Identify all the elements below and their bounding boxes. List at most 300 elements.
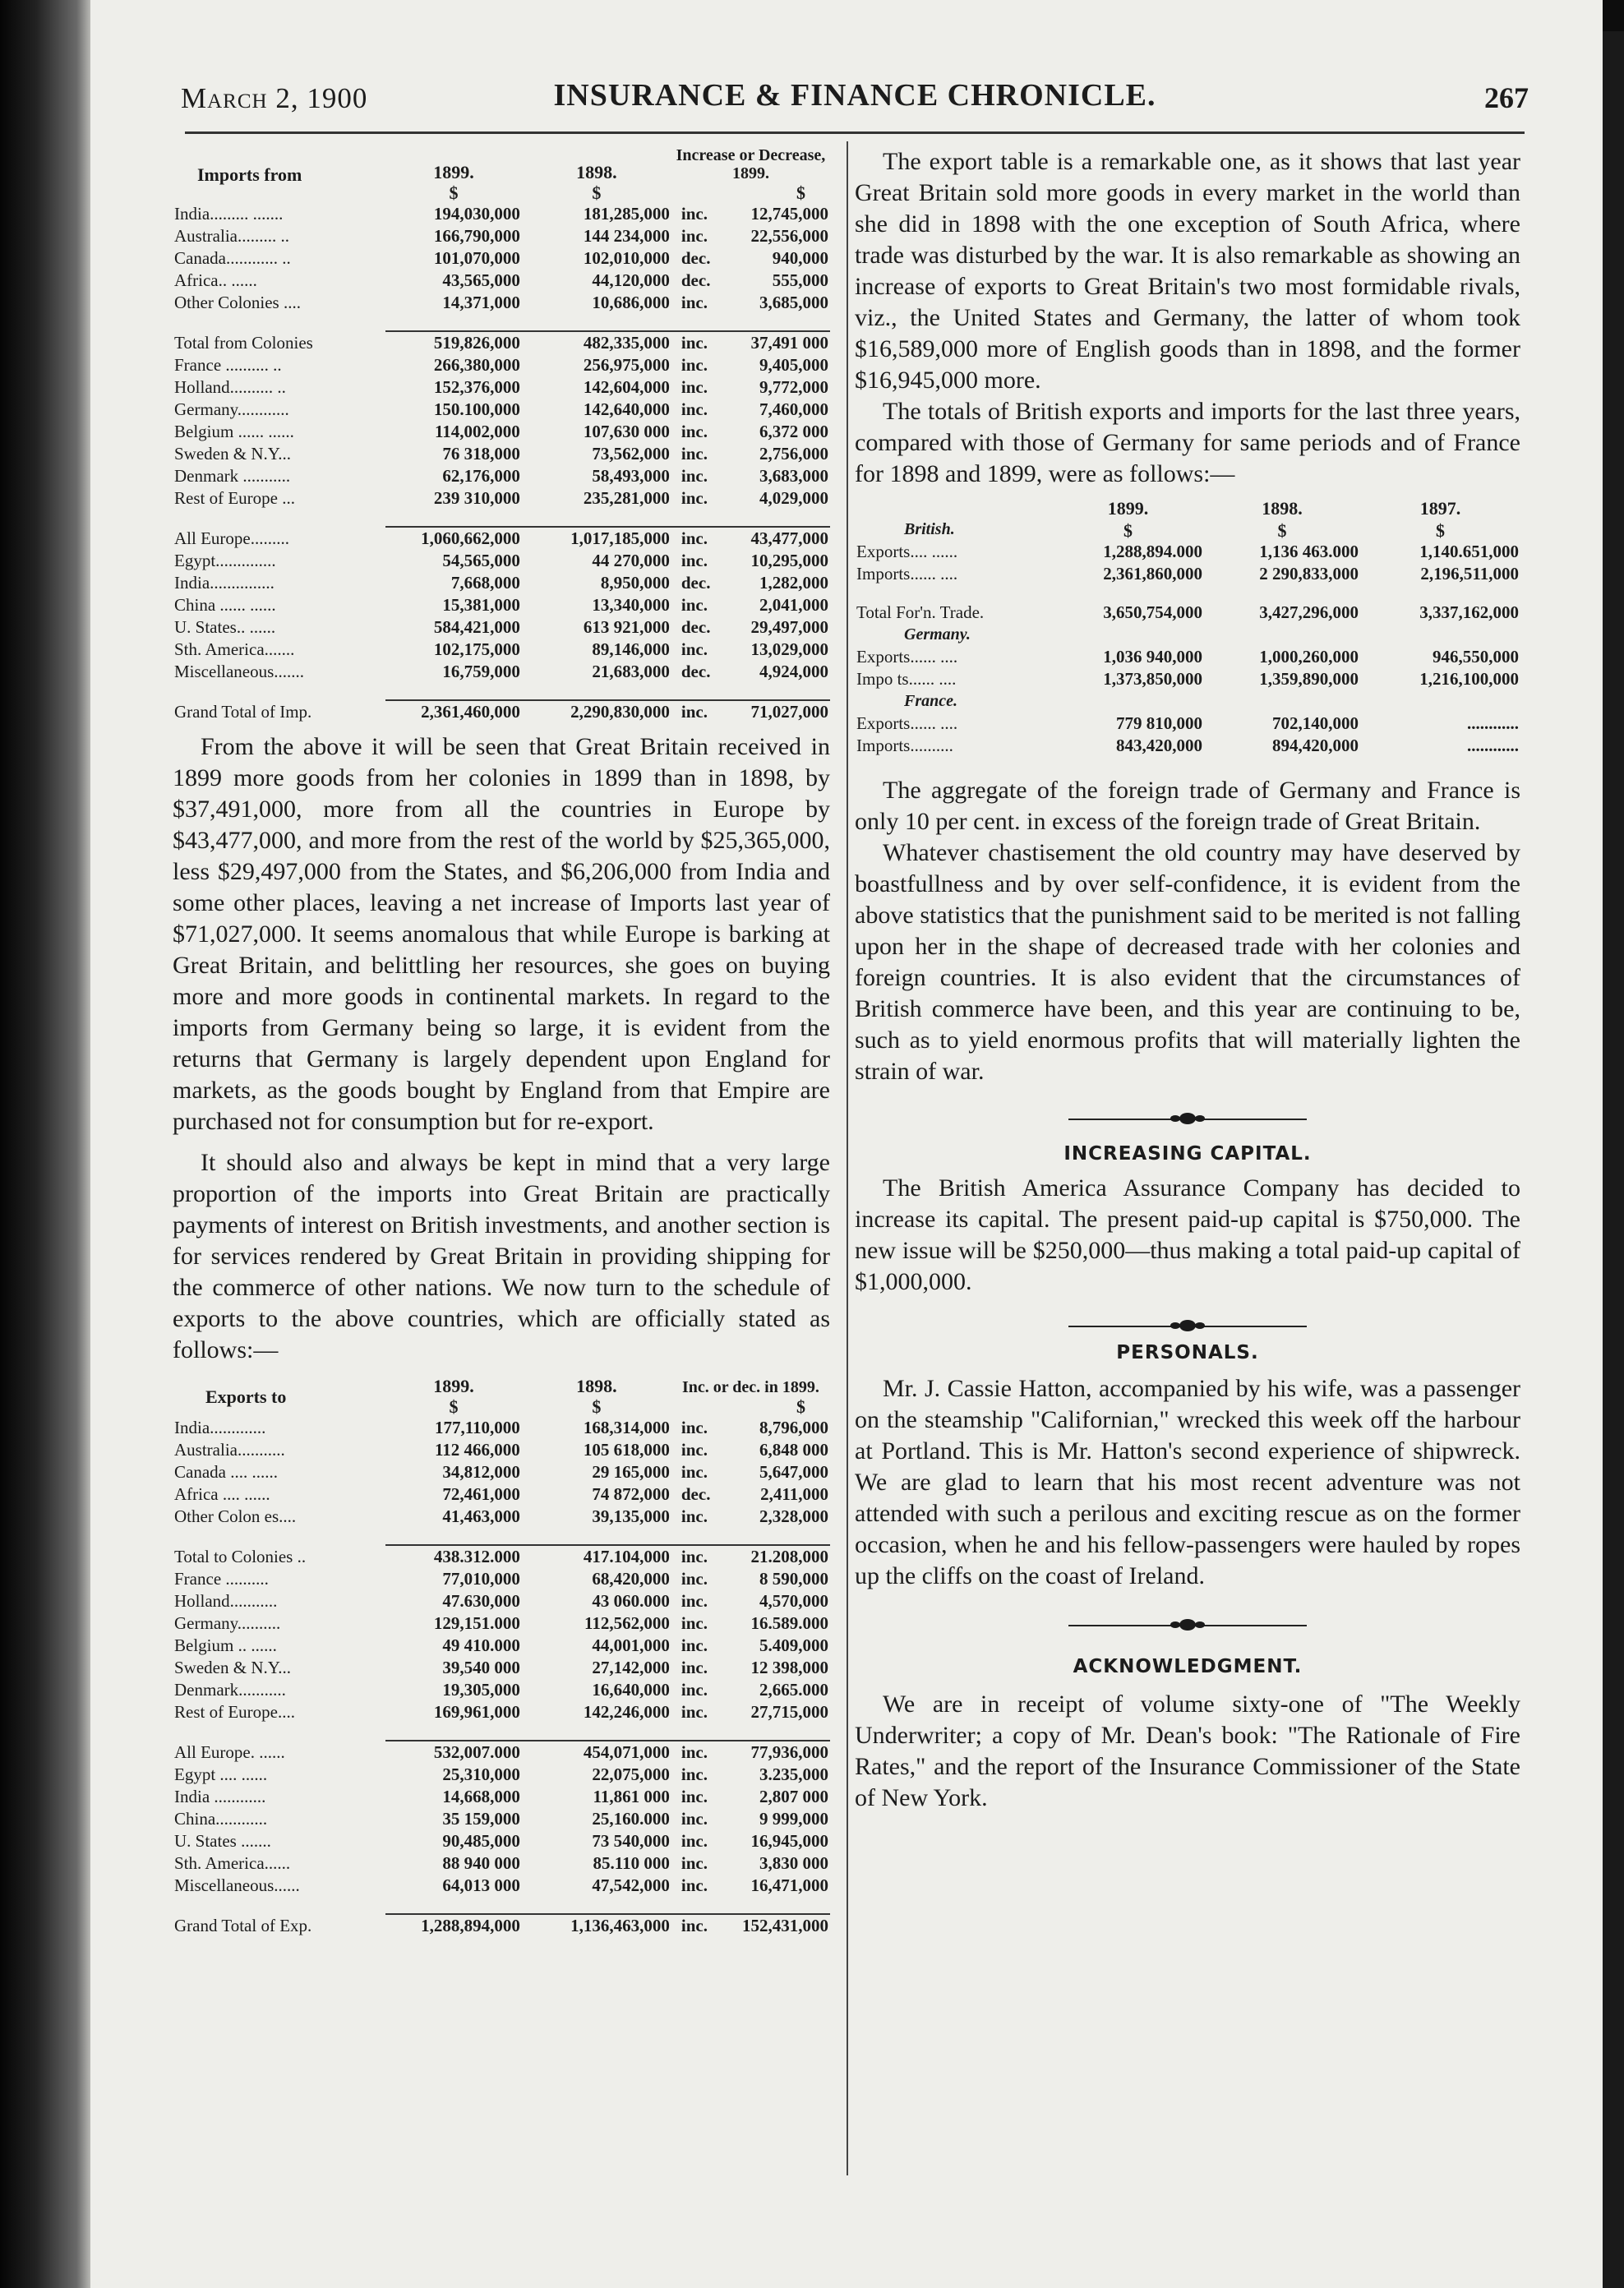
row-label: Grand Total of Exp. [174,1916,312,1935]
change-amount: 152,431,000 [742,1916,828,1935]
table-row [173,421,830,443]
cell-1897: 1,216,100,000 [1419,669,1519,689]
change-direction: dec. [681,573,711,593]
cell-1898: 85.110 000 [593,1853,670,1873]
unit-label: $ [796,182,805,203]
table-row [173,270,830,292]
table-row [173,1506,830,1528]
ornament-divider [855,1107,1520,1132]
personals-text: Mr. J. Cassie Hatton, accompanied by his wife, was a passenger on the steamship "Californian," wrecked this week off the harbour at Portland. This is Mr. Hatton's second experience of shipwreck. We are glad to learn that his most recent adventure was not attended with such a perilous and exciting rescue as on the former occasion, when he and his fellow-passengers were hauled by ropes up the cliffs on the coast of Ireland. [855,1375,1520,1589]
row-label: Exports.... ...... [856,542,958,561]
cell-1899: 1,288,894,000 [421,1916,520,1935]
row-label: Other Colon es.... [174,1506,297,1526]
change-amount: 3,830 000 [759,1853,828,1873]
table-rule [173,683,830,700]
row-label: U. States ....... [174,1831,271,1851]
cell-1899: 519,826,000 [433,333,520,353]
table-row [173,247,830,270]
change-direction: inc. [681,226,708,246]
exports-col-change: Inc. or dec. in 1899. [682,1378,819,1396]
cell-1897: 2,196,511,000 [1420,564,1519,584]
unit-label: $ [449,182,459,203]
row-label: Egypt.............. [174,551,276,570]
cell-1899: 76 318,000 [442,444,520,464]
cell-1898: 1,359,890,000 [1259,669,1359,689]
increasing-capital-text: The British America Assurance Company has decided to increase its capital. The present paid-up capital is $750,000. The new issue will be $250,000—thus making a total paid-up capital of $1,000,000. [855,1174,1520,1295]
table-row [173,1701,830,1723]
cell-1899: 169,961,000 [433,1702,520,1722]
table-row [173,1635,830,1657]
imports-title: Imports from [197,164,302,185]
germany-body [855,646,1520,690]
aggregate-note: The aggregate of the foreign trade of Germany and France is only 10 per cent. in excess of the foreign trade of Great Britain. [855,777,1520,835]
exports-table [173,1376,830,1937]
cell-1898: 235,281,000 [583,488,670,508]
change-direction: inc. [681,1702,708,1722]
table-row [173,1568,830,1590]
table-rule [173,1897,830,1914]
cell-1898: 613 921,000 [583,617,670,637]
unit-label: $ [1123,520,1133,541]
cell-1899: 41,463,000 [442,1506,520,1526]
imports-col-change: Increase or Decrease, 1899. [676,146,826,182]
cell-1899: 14,371,000 [442,293,520,312]
unit-label: $ [796,1396,805,1417]
cell-1898: 702,140,000 [1272,713,1359,733]
table-row [173,661,830,683]
cell-1898: 25,160.000 [592,1809,670,1829]
column-rule [847,141,848,2175]
change-direction: inc. [681,1440,708,1460]
cell-1899: 43,565,000 [442,270,520,290]
row-label: Miscellaneous....... [174,662,305,681]
change-direction: dec. [681,270,711,290]
cell-1899: 2,361,860,000 [1103,564,1202,584]
change-direction: inc. [681,1787,708,1806]
row-label: China ...... ...... [174,595,276,615]
change-direction: inc. [681,293,708,312]
change-direction: inc. [681,377,708,397]
row-label: India............. [174,1418,266,1437]
row-label: Sth. America....... [174,639,295,659]
right-column [855,146,1520,1814]
table-row [173,1830,830,1852]
totals-col-1897: 1897. [1419,498,1461,519]
change-direction: inc. [681,355,708,375]
cell-1898: 44,120,000 [592,270,670,290]
table-row [173,465,830,487]
row-label: Belgium ...... ...... [174,422,294,441]
change-direction: inc. [681,1764,708,1784]
row-label: All Europe......... [174,528,289,548]
change-amount: 22,556,000 [750,226,828,246]
header-rule [185,131,1525,134]
cell-1898: 144 234,000 [583,226,670,246]
change-direction: inc. [681,702,708,722]
row-label: Germany.......... [174,1613,281,1633]
cell-1898: 74 872,000 [592,1484,670,1504]
table-row [173,1612,830,1635]
table-row [173,399,830,421]
change-amount: 6,372 000 [759,422,828,441]
change-direction: inc. [681,1569,708,1589]
row-label: Impo ts...... .... [856,669,957,689]
change-direction: dec. [681,248,711,268]
row-label: Belgium .. ...... [174,1635,277,1655]
change-direction: inc. [681,1635,708,1655]
change-direction: inc. [681,1547,708,1566]
cell-1898: 16,640,000 [592,1680,670,1700]
row-label: Canada............ .. [174,248,291,268]
cell-1899: 150.100,000 [433,399,520,419]
row-label: Denmark ........... [174,466,291,486]
cell-1898: 102,010,000 [583,248,670,268]
table-row [173,1545,830,1568]
cell-1899: 90,485,000 [442,1831,520,1851]
row-label: Australia......... .. [174,226,289,246]
cell-1898: 89,146,000 [592,639,670,659]
page-number: 267 [1484,81,1529,114]
exports-body [173,1417,830,1937]
cell-1899: 584,421,000 [433,617,520,637]
france-label: France. [904,692,957,710]
cell-1899: 843,420,000 [1116,736,1202,755]
cell-1898: 142,246,000 [583,1702,670,1722]
table-row [173,376,830,399]
british-label: British. [904,520,955,538]
cell-1899: 152,376,000 [433,377,520,397]
change-amount: 9,772,000 [759,377,828,397]
cell-1899: 266,380,000 [433,355,520,375]
publication-title: INSURANCE & FINANCE CHRONICLE. [553,78,1156,113]
change-direction: dec. [681,662,711,681]
row-label: Grand Total of Imp. [174,702,312,722]
change-direction: inc. [681,1658,708,1677]
change-direction: inc. [681,1506,708,1526]
cell-1899: 532,007.000 [433,1742,520,1762]
change-direction: inc. [681,1742,708,1762]
cell-1898: 73,562,000 [592,444,670,464]
cell-1898: 13,340,000 [592,595,670,615]
table-row [173,1741,830,1764]
cell-1899: 34,812,000 [442,1462,520,1482]
section-heading-acknowledgment: ACKNOWLEDGMENT. [1073,1656,1303,1677]
cell-1899: 25,310,000 [442,1764,520,1784]
cell-1899: 114,002,000 [434,422,520,441]
cell-1898: 22,075,000 [592,1764,670,1784]
table-row [855,735,1520,757]
cell-1899: 54,565,000 [442,551,520,570]
change-direction: inc. [681,444,708,464]
france-body [855,713,1520,757]
row-label: Imports.......... [856,736,953,755]
cell-1899: 1,036 940,000 [1103,647,1202,667]
table-row [173,616,830,639]
cell-1899: 62,176,000 [442,466,520,486]
cell-1899: 779 810,000 [1116,713,1202,733]
cell-1898: 68,420,000 [592,1569,670,1589]
table-rule [173,314,830,331]
exports-intro: It should also and always be kept in mind that a very large proportion of the imports into Great Britain are practically payments of interest on British investments, and another section is for services rendered by Great Britain in providing shipping for the commerce of other nations. We now turn to the schedule of exports to the above countries, which are officially stated as follows:— [173,1149,830,1363]
change-direction: inc. [681,1680,708,1700]
unit-label: $ [592,182,602,203]
imports-col-1899: 1899. [433,162,474,182]
row-label: Sth. America...... [174,1853,291,1873]
table-row [173,354,830,376]
issue-date: March 2, 1900 [181,82,368,114]
exports-title: Exports to [205,1386,287,1407]
cell-1899: 39,540 000 [442,1658,520,1677]
table-row [173,1417,830,1439]
cell-1898: 29 165,000 [592,1462,670,1482]
cell-1898: 482,335,000 [583,333,670,353]
cell-1897: 3,337,162,000 [1419,602,1519,622]
cell-1899: 166,790,000 [433,226,520,246]
row-label: Sweden & N.Y... [174,1658,291,1677]
cell-1898: 3,427,296,000 [1259,602,1359,622]
change-amount: 4,924,000 [759,662,828,681]
cell-1899: 177,110,000 [434,1418,520,1437]
totals-table [855,498,1520,757]
change-amount: 8,796,000 [759,1418,828,1437]
change-amount: 16,471,000 [750,1875,828,1895]
cell-1898: 10,686,000 [592,293,670,312]
change-amount: 10,295,000 [750,551,828,570]
cell-1898: 894,420,000 [1272,736,1359,755]
change-direction: inc. [681,1418,708,1437]
cell-1899: 3,650,754,000 [1103,602,1202,622]
cell-1897: 1,140.651,000 [1419,542,1519,561]
change-amount: 12,745,000 [750,204,828,224]
row-label: Holland.......... .. [174,377,286,397]
change-amount: 16.589.000 [750,1613,828,1633]
change-amount: 8 590,000 [759,1569,828,1589]
change-amount: 12 398,000 [750,1658,828,1677]
cell-1899: 438.312.000 [433,1547,520,1566]
cell-1899: 16,759,000 [442,662,520,681]
cell-1898: 417.104,000 [583,1547,670,1566]
row-label: Miscellaneous...... [174,1875,300,1895]
row-label: France .......... .. [174,355,282,375]
conclusion: Whatever chastisement the old country may have deserved by boastfullness and by over self-confidence, it is evident from the above statistics that the punishment said to be merited is not falling upon her in the shape of decreased trade with her colonies and foreign countries. It is also evident that the circumstances of British commerce have been, and this year are continuing to be, such as to yield enormous profits that will materially lighten the strain of war. [855,839,1520,1085]
cell-1898: 107,630 000 [583,422,670,441]
section-heading-increasing-capital: INCREASING CAPITAL. [1063,1143,1312,1165]
change-direction: inc. [681,1831,708,1851]
table-row [173,1657,830,1679]
change-amount: 6,848 000 [759,1440,828,1460]
cell-1898: 44,001,000 [592,1635,670,1655]
export-analysis: The export table is a remarkable one, as it shows that last year Great Britain sold more goods in every market in the world than she did in 1898 with the one exception of South Africa, where trade was disturbed by the war. It is also remarkable as showing an increase of exports to Great Britain's two most formidable rivals, viz., the United States and Germany, the latter of whom took $16,589,000 more of English goods than in 1898, and the former $16,945,000 more. [855,148,1520,394]
table-row [173,443,830,465]
totals-col-1898: 1898. [1262,498,1303,519]
totals-col-1899: 1899. [1107,498,1149,519]
germany-label: Germany. [904,625,971,644]
cell-1898: 105 618,000 [583,1440,670,1460]
row-label: Sweden & N.Y... [174,444,291,464]
row-label: Total from Colonies [174,333,313,353]
row-label: Imports...... .... [856,564,958,584]
change-direction: inc. [681,1809,708,1829]
table-row [173,203,830,225]
row-label: Australia........... [174,1440,285,1460]
table-rule [173,1723,830,1741]
row-label: Denmark........... [174,1680,286,1700]
row-label: Other Colonies .... [174,293,301,312]
table-rule [173,1528,830,1545]
row-label: India......... ....... [174,204,284,224]
cell-1898: 142,604,000 [583,377,670,397]
cell-1899: 15,381,000 [442,595,520,615]
change-amount: 3.235,000 [759,1764,828,1784]
cell-1899: 14,668,000 [442,1787,520,1806]
table-row [173,572,830,594]
change-amount: 2,807 000 [759,1787,828,1806]
table-rule [173,510,830,527]
change-direction: dec. [681,617,711,637]
change-direction: inc. [681,1916,708,1935]
ornament-divider [855,1314,1520,1339]
cell-1899: 2,361,460,000 [421,702,520,722]
cell-1898: 21,683,000 [592,662,670,681]
change-amount: 77,936,000 [750,1742,828,1762]
change-amount: 9,405,000 [759,355,828,375]
cell-1897: 946,550,000 [1433,647,1519,667]
row-label: Total For'n. Trade. [856,602,985,622]
row-label: U. States.. ...... [174,617,276,637]
cell-1899: 129,151.000 [433,1613,520,1633]
cell-1898: 47,542,000 [592,1875,670,1895]
totals-intro: The totals of British exports and imports for the last three years, compared with those of Germany for same periods and of France for 1898 and 1899, were as follows:— [855,398,1520,487]
cell-1898: 142,640,000 [583,399,670,419]
cell-1898: 454,071,000 [583,1742,670,1762]
change-amount: 21.208,000 [750,1547,828,1566]
table-row [173,527,830,550]
cell-1899: 1,288,894.000 [1103,542,1202,561]
cell-1899: 1,060,662,000 [421,528,520,548]
row-label: Rest of Europe ... [174,488,295,508]
change-amount: 16,945,000 [750,1831,828,1851]
table-row [173,1875,830,1897]
change-amount: 555,000 [772,270,828,290]
change-direction: inc. [681,1613,708,1633]
change-direction: inc. [681,528,708,548]
change-amount: 37,491 000 [750,333,828,353]
change-amount: 4,029,000 [759,488,828,508]
table-row [173,225,830,247]
table-row [173,487,830,510]
cell-1898: 39,135,000 [592,1506,670,1526]
cell-1899: 47.630,000 [442,1591,520,1611]
table-row [173,1914,830,1937]
row-label: France .......... [174,1569,269,1589]
change-amount: 43,477,000 [750,528,828,548]
change-amount: 2,411,000 [760,1484,828,1504]
change-direction: inc. [681,466,708,486]
row-label: India............... [174,573,275,593]
table-row [173,1786,830,1808]
unit-label: $ [1277,520,1287,541]
cell-1898: 1,136 463.000 [1259,542,1359,561]
change-direction: inc. [681,639,708,659]
change-amount: 27,715,000 [750,1702,828,1722]
scan-edge-left [0,0,90,2288]
change-amount: 2,041,000 [759,595,828,615]
row-label: Germany............ [174,399,289,419]
table-row [855,668,1520,690]
cell-1899: 194,030,000 [433,204,520,224]
cell-1898: 256,975,000 [583,355,670,375]
cell-1899: 112 466,000 [434,1440,520,1460]
cell-1898: 2,290,830,000 [570,702,670,722]
row-label: Africa.. ...... [174,270,257,290]
table-row [173,700,830,723]
change-direction: inc. [681,488,708,508]
change-direction: inc. [681,399,708,419]
row-label: Exports...... .... [856,647,958,667]
cell-1898: 43 060.000 [592,1591,670,1611]
table-row [173,1679,830,1701]
change-direction: inc. [681,422,708,441]
row-label: Africa .... ...... [174,1484,270,1504]
row-label: Canada .... ...... [174,1462,278,1482]
cell-1899: 1,373,850,000 [1103,669,1202,689]
cell-1898: 112,562,000 [584,1613,670,1633]
cell-1899: 49 410.000 [442,1635,520,1655]
cell-1898: 44 270,000 [592,551,670,570]
table-row [173,639,830,661]
change-amount: 7,460,000 [759,399,828,419]
change-amount: 4,570,000 [759,1591,828,1611]
change-direction: inc. [681,333,708,353]
exports-col-1899: 1899. [433,1376,474,1396]
change-direction: inc. [681,595,708,615]
change-amount: 5,647,000 [759,1462,828,1482]
cell-1899: 35 159,000 [442,1809,520,1829]
cell-1898: 1,136,463,000 [570,1916,670,1935]
imports-body [173,203,830,723]
cell-1898: 11,861 000 [593,1787,670,1806]
cell-1899: 19,305,000 [442,1680,520,1700]
section-heading-personals: PERSONALS. [1116,1342,1259,1363]
table-row [173,550,830,572]
change-direction: inc. [681,1591,708,1611]
unit-label: $ [592,1396,602,1417]
page-header [181,76,1529,125]
change-amount: 9 999,000 [759,1809,828,1829]
change-amount: 1,282,000 [759,573,828,593]
table-row [855,646,1520,668]
cell-1897: ............ [1467,713,1519,733]
row-label: Holland........... [174,1591,278,1611]
row-label: Total to Colonies .. [174,1547,307,1566]
table-row [173,1461,830,1483]
table-row [173,1808,830,1830]
cell-1899: 88 940 000 [442,1853,520,1873]
imports-table [173,146,830,723]
cell-1898: 181,285,000 [583,204,670,224]
imports-commentary: From the above it will be seen that Great Britain received in 1899 more goods from her colonies in 1899 than in 1898, by $37,491,000, more from all the countries in Europe by $43,477,000, and more from the rest of the world by $25,365,000, less $29,497,000 from the States, and $6,206,000 from India and some other places, leaving a net increase of Imports last year of $71,027,000. It seems anomalous that while Europe is barking at Great Britain, and belittling her resources, she goes on buying more and more goods in continental markets. In regard to the imports from Germany being so large, it is evident from the returns that Germany is largely dependent upon England for markets, as the goods bought by England from that Empire are purchased not for consumption but for re-export. [173,733,830,1135]
acknowledgment-text: We are in receipt of volume sixty-one of "The Weekly Underwriter; a copy of Mr. Dean's book: "The Rationale of Fire Rates," and the report of the Insurance Commissioner of the State of New York. [855,1691,1520,1811]
cell-1899: 77,010,000 [442,1569,520,1589]
unit-label: $ [1436,520,1445,541]
cell-1898: 2 290,833,000 [1259,564,1359,584]
cell-1898: 8,950,000 [600,573,670,593]
row-label: Exports...... .... [856,713,958,733]
row-label: India ............ [174,1787,266,1806]
change-amount: 3,685,000 [759,293,828,312]
table-row [173,1439,830,1461]
british-body [855,541,1520,585]
